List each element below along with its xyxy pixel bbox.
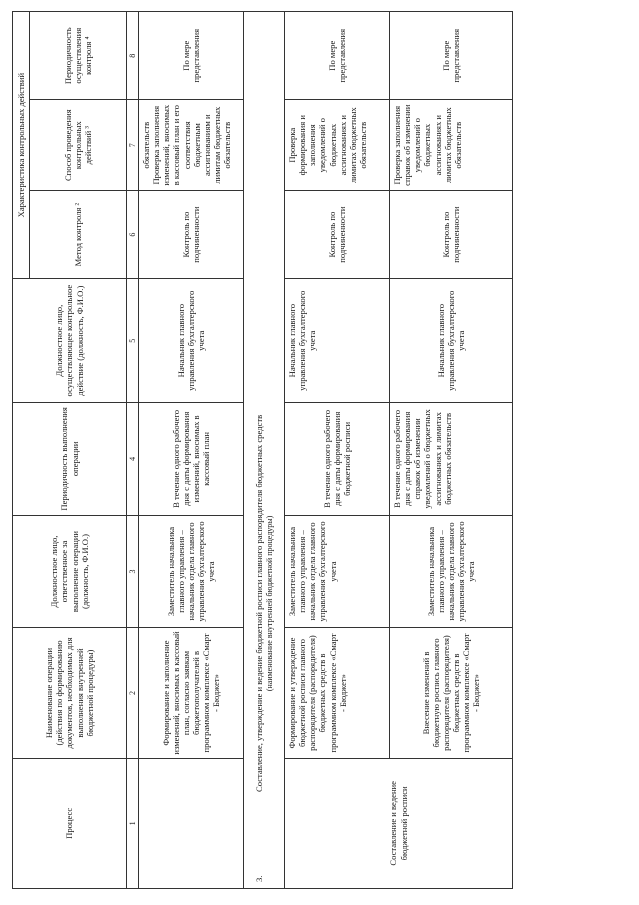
header-control-person: Должностное лицо, осуществляющее контрольное действие (должность, Ф.И.О.) (13, 279, 127, 403)
column-number: 7 (127, 100, 139, 191)
cell-operation: Формирование и утверждение бюджетной росписи главного распорядителя (распорядителя) бюджетных средств в программном комплексе «Смарт - Бюджет» (285, 628, 390, 758)
header-periodicity: Периодичность выполнения операции (13, 403, 127, 516)
table-row (285, 12, 390, 889)
column-number: 8 (127, 12, 139, 100)
cell-responsible: Заместитель начальника главного управления – начальник отдела главного управления бухгалтерского учета (139, 515, 244, 628)
cell-control-way: Проверка заполнения справок об изменении уведомлений о бюджетных ассигнованиях и лимитах бюджетных обязательств (390, 100, 513, 191)
column-number: 5 (127, 279, 139, 403)
cell-process (139, 758, 244, 888)
section-title-block (254, 415, 275, 792)
cell-control-person: Начальник главного управления бухгалтерского учета (139, 279, 244, 403)
header-operation-name: Наименование операции (действия по формированию документов, необходимых для выполнения внутренней бюджетной процедуры) (13, 628, 127, 758)
cell-control-way: обязательств Проверка заполнения изменений, вносимых в кассовый план и его соответствия бюджетным ассигнованиям и лимитам бюджетных обязательств (139, 100, 244, 191)
column-number: 6 (127, 190, 139, 278)
column-number: 3 (127, 515, 139, 628)
header-control-periodicity: Периодичность осуществления контроля ⁴ (30, 12, 127, 100)
cell-control-periodicity: По мере представления (390, 12, 513, 100)
table-row (139, 12, 244, 889)
section-number: 3. (253, 875, 264, 882)
cell-control-way: Проверка формирования и заполнения уведомлений о бюджетных ассигнованиях и лимитах бюджетных обязательств (285, 100, 390, 191)
header-control-method: Метод контроля ² (30, 190, 127, 278)
cell-control-method: Контроль по подчиненности (139, 190, 244, 278)
header-control-group: Характеристика контрольных действий (13, 12, 30, 279)
cell-responsible: Заместитель начальника главного управления – начальник отдела главного управления бухгалтерского учета (285, 515, 390, 628)
cell-control-periodicity: По мере представления (285, 12, 390, 100)
cell-periodicity: В течение одного рабочего дня с даты формирования изменений, вносимых в кассовый план (139, 403, 244, 516)
cell-process: Составление и ведение бюджетной росписи (285, 758, 513, 888)
cell-operation: Формирование и заполнение изменений, вносимых в кассовый план, согласно заявкам бюджетополучателей в программном комплексе «Смарт - Бюджет» (139, 628, 244, 758)
table-row (390, 12, 513, 889)
section-row (244, 12, 285, 889)
cell-control-method: Контроль по подчиненности (285, 190, 390, 278)
cell-control-person: Начальник главного управления бухгалтерского учета (390, 279, 513, 403)
internal-control-table (12, 11, 513, 889)
cell-control-periodicity: По мере представления (139, 12, 244, 100)
section-subtitle: (наименование внутренней бюджетной процедуры) (264, 515, 274, 692)
cell-periodicity: В течение одного рабочего дня с даты формирования бюджетной росписи (285, 403, 390, 516)
column-number: 2 (127, 628, 139, 758)
column-number: 4 (127, 403, 139, 516)
cell-operation: Внесение изменений в бюджетную роспись главного распорядителя (распорядителя) бюджетных средств в программном комплексе «Смарт - Бюджет» (390, 628, 513, 758)
cell-periodicity: В течение одного рабочего дня с даты формирования справок об изменении уведомлений о бюджетных ассигнованиях и лимитах бюджетных обязательств (390, 403, 513, 516)
column-number: 1 (127, 758, 139, 888)
header-responsible-person: Должностное лицо, ответственное за выполнение операции (должность, Ф.И.О.) (13, 515, 127, 628)
cell-control-method: Контроль по подчиненности (390, 190, 513, 278)
section-title: Составление, утверждение и ведение бюджетной росписи главного распорядителя бюджетных средств (253, 414, 264, 792)
cell-control-person: Начальник главного управления бухгалтерского учета (285, 279, 390, 403)
cell-responsible: Заместитель начальника главного управления – начальник отдела главного управления бухгалтерского учета (390, 515, 513, 628)
section-heading-cell (244, 12, 285, 889)
header-control-way: Способ проведения контрольных действий ³ (30, 100, 127, 191)
header-process: Процесс (13, 758, 127, 888)
